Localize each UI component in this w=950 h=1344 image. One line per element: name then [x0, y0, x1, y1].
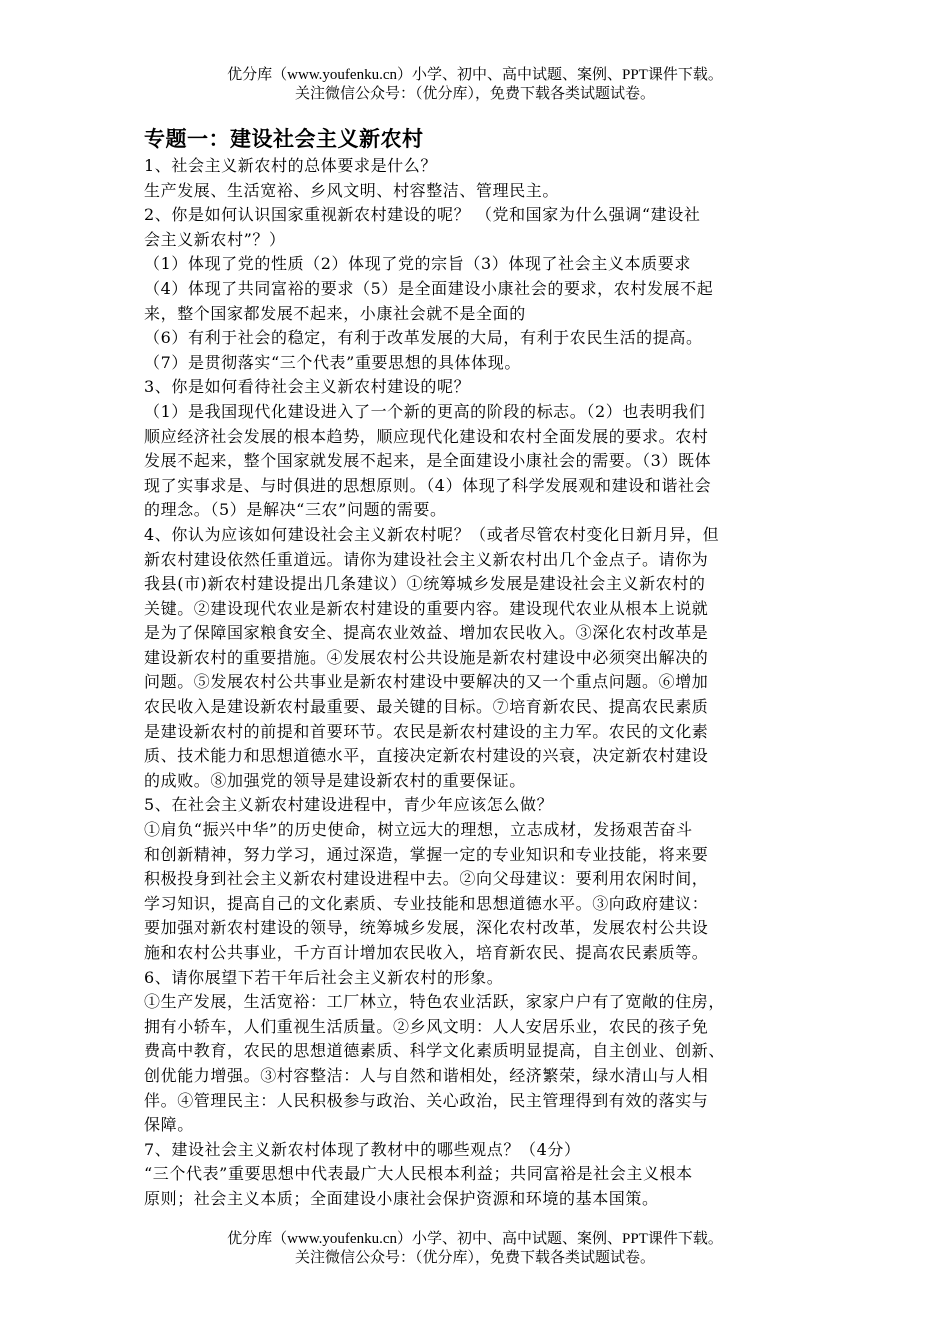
text-line: 原则；社会主义本质；全面建设小康社会保护资源和环境的基本国策。: [144, 1188, 659, 1208]
text-line: 问题。⑤发展农村公共事业是新农村建设中要解决的又一个重点问题。⑥增加: [144, 672, 709, 692]
text-line: 保障。: [144, 1115, 194, 1135]
header-line-1: 优分库（www.youfenku.cn）小学、初中、高中试题、案例、PPT课件下载。: [227, 67, 723, 83]
text-line: （1）是我国现代化建设进入了一个新的更高的阶段的标志。（2）也表明我们: [144, 401, 706, 421]
text-line: 现了实事求是、与时俱进的思想原则。（4）体现了科学发展观和建设和谐社会: [144, 475, 712, 495]
text-line: 我县(市)新农村建设提出几条建议）①统筹城乡发展是建设社会主义新农村的: [144, 574, 706, 594]
text-line: 的理念。（5）是解决“三农”问题的需要。: [144, 500, 447, 520]
text-line: （1）体现了党的性质（2）体现了党的宗旨（3）体现了社会主义本质要求: [144, 254, 691, 274]
text-line: 发展不起来，整个国家就发展不起来，是全面建设小康社会的需要。（3）既体: [144, 451, 712, 471]
text-line: 6、请你展望下若干年后社会主义新农村的形象。: [144, 967, 504, 987]
text-line: 建设新农村的重要措施。④发展农村公共设施是新农村建设中必须突出解决的: [144, 647, 709, 667]
text-line: 1、社会主义新农村的总体要求是什么？: [144, 156, 437, 175]
document-title: 专题一：建设社会主义新农村: [144, 127, 424, 151]
footer-line-1: 优分库（www.youfenku.cn）小学、初中、高中试题、案例、PPT课件下载。: [227, 1231, 723, 1247]
document-body: [144, 124, 812, 1212]
page-footer: [0, 1230, 950, 1268]
text-line: 2、你是如何认识国家重视新农村建设的呢？ （党和国家为什么强调“建设社: [144, 205, 701, 225]
text-line: ①生产发展，生活宽裕：工厂林立，特色农业活跃，家家户户有了宽敞的住房，: [144, 992, 726, 1012]
document-lines: [144, 154, 812, 1212]
text-line: 的成败。⑧加强党的领导是建设新农村的重要保证。: [144, 770, 526, 790]
text-line: 创优能力增强。③村容整洁：人与自然和谐相处，经济繁荣，绿水清山与人相: [144, 1065, 709, 1085]
text-line: 农民收入是建设新农村最重要、最关键的目标。⑦培育新农民、提高农民素质: [144, 697, 709, 717]
text-line: （6）有利于社会的稳定，有利于改革发展的大局，有利于农民生活的提高。: [144, 328, 703, 348]
text-line: 顺应经济社会发展的根本趋势，顺应现代化建设和农村全面发展的要求。农村: [144, 426, 709, 446]
text-line: 学习知识，提高自己的文化素质、专业技能和思想道德水平。③向政府建议：: [144, 893, 709, 913]
text-line: 是为了保障国家粮食安全、提高农业效益、增加农民收入。③深化农村改革是: [144, 623, 709, 643]
text-line: “三个代表”重要思想中代表最广大人民根本利益；共同富裕是社会主义根本: [144, 1164, 693, 1184]
text-line: 来，整个国家都发展不起来，小康社会就不是全面的: [144, 303, 526, 323]
text-line: 4、你认为应该如何建设社会主义新农村呢？（或者尽管农村变化日新月异，但: [144, 524, 720, 544]
page-header: [0, 66, 950, 104]
header-line-2: 关注微信公众号：（优分库），免费下载各类试题试卷。: [294, 86, 655, 102]
text-line: 关键。②建设现代农业是新农村建设的重要内容。建设现代农业从根本上说就: [144, 598, 709, 618]
text-line: 是建设新农村的前提和首要环节。农民是新农村建设的主力军。农民的文化素: [144, 721, 709, 741]
text-line: 要加强对新农村建设的领导，统筹城乡发展，深化农村改革，发展农村公共设: [144, 918, 709, 938]
text-line: 会主义新农村”？）: [144, 229, 286, 249]
text-line: 生产发展、生活宽裕、乡风文明、村容整洁、管理民主。: [144, 180, 560, 200]
text-line: 伴。④管理民主：人民积极参与政治、关心政治，民主管理得到有效的落实与: [144, 1090, 709, 1110]
text-line: 新农村建设依然任重道远。请你为建设社会主义新农村出几个金点子。请你为: [144, 549, 709, 569]
text-line: 拥有小轿车，人们重视生活质量。②乡风文明：人人安居乐业，农民的孩子免: [144, 1016, 709, 1036]
text-line: 施和农村公共事业，千方百计增加农民收入，培育新农民、提高农民素质等。: [144, 943, 709, 962]
text-line: 5、在社会主义新农村建设进程中，青少年应该怎么做？: [144, 795, 554, 815]
text-line: 3、你是如何看待社会主义新农村建设的呢？: [144, 377, 471, 397]
text-line: 费高中教育，农民的思想道德素质、科学文化素质明显提高，自主创业、创新、: [144, 1041, 726, 1061]
text-line: 质、技术能力和思想道德水平，直接决定新农村建设的兴衰，决定新农村建设: [144, 746, 709, 766]
text-line: 和创新精神，努力学习，通过深造，掌握一定的专业知识和专业技能，将来要: [144, 844, 709, 864]
text-line: 积极投身到社会主义新农村建设进程中去。②向父母建议：要利用农闲时间，: [144, 869, 709, 889]
text-line: （4）体现了共同富裕的要求（5）是全面建设小康社会的要求，农村发展不起: [144, 278, 714, 298]
footer-line-2: 关注微信公众号：（优分库），免费下载各类试题试卷。: [294, 1250, 655, 1266]
text-line: ①肩负“振兴中华”的历史使命，树立远大的理想，立志成材，发扬艰苦奋斗: [144, 820, 693, 840]
text-line: 7、建设社会主义新农村体现了教材中的哪些观点？（4分）: [144, 1139, 581, 1159]
text-line: （7）是贯彻落实“三个代表”重要思想的具体体现。: [144, 352, 521, 372]
